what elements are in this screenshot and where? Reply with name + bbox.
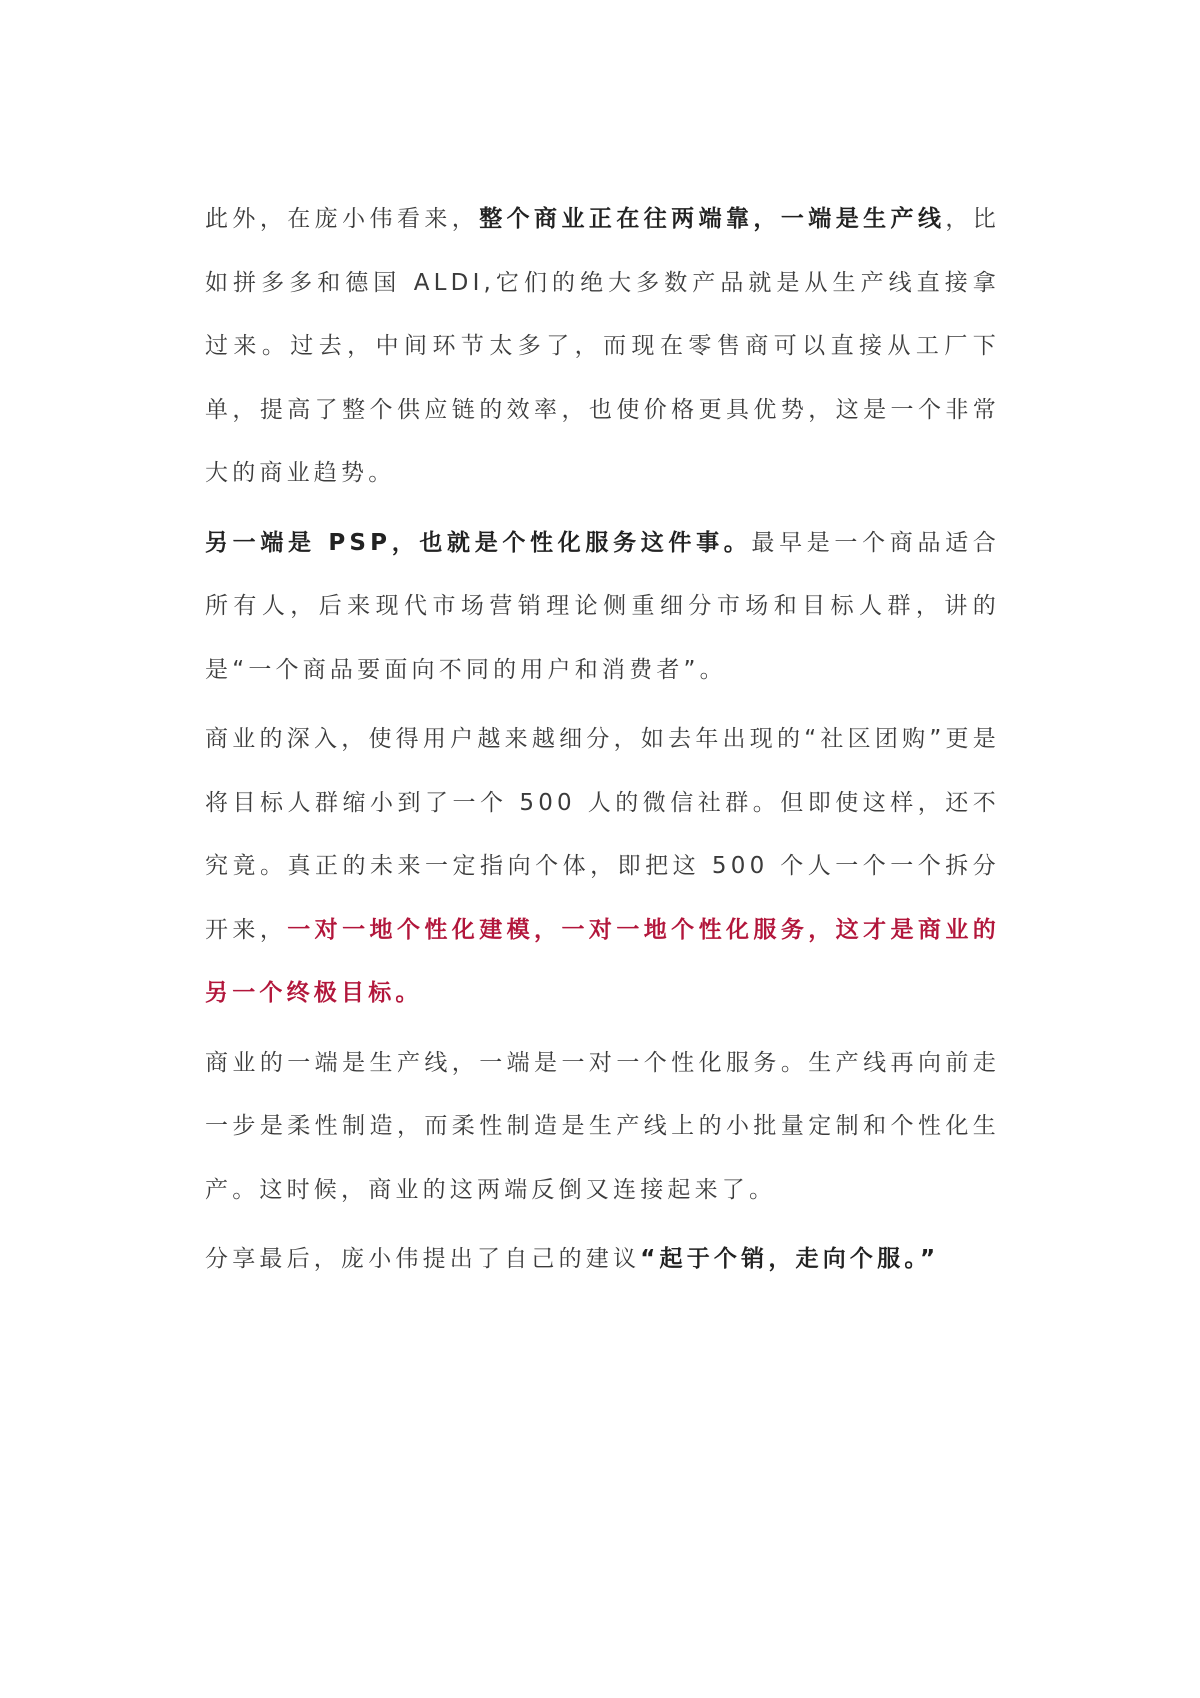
paragraph-3	[205, 708, 1000, 1026]
paragraph-4-text-1: 商业的一端是生产线，一端是一对一个性化服务。生产线再向前走一步是柔性制造，而柔性制造是生产线上的小批量定制和个性化生产。这时候，商业的这两端反倒又连接起来了。	[205, 1049, 1000, 1203]
paragraph-5-quote: “起于个销，走向个服。”	[640, 1246, 940, 1272]
paragraph-3-text-1: 商业的深入，使得用户越来越细分，如去年出现的“社区团购”更是将目标人群缩小到了一个 500 人的微信社群。但即使这样，还不究竟。真正的未来一定指向个体，即把这 500 个人一个一个拆分开来，	[205, 726, 1000, 943]
paragraph-1-bold-1: 整个商业正在往两端靠，一端是生产线	[479, 206, 946, 232]
paragraph-2-bold-1: 另一端是 PSP，也就是个性化服务这件事。	[205, 529, 752, 556]
paragraph-2-text-1: 最早是一个商品适合所有人，后来现代市场营销理论侧重细分市场和目标人群，讲的是“一个商品要面向不同的用户和消费者”。	[205, 529, 1000, 683]
paragraph-1-text-1: 此外，在庞小伟看来，	[205, 206, 480, 232]
paragraph-2	[205, 512, 1000, 703]
paragraph-1-text-2: ，比如拼多多和德国 ALDI,它们的绝大多数产品就是从生产线直接拿过来。过去，中间环节太多了，而现在零售商可以直接从工厂下单，提高了整个供应链的效率，也使价格更具优势，这是一个非常大的商业趋势。	[205, 206, 1001, 486]
paragraph-1	[205, 188, 1000, 506]
paragraph-3-highlight: 一对一地个性化建模，一对一地个性化服务，这才是商业的另一个终极目标。	[205, 916, 1000, 1006]
paragraph-4	[205, 1032, 1000, 1223]
paragraph-5-text-1: 分享最后，庞小伟提出了自己的建议	[205, 1246, 641, 1272]
paragraph-5	[205, 1228, 1000, 1292]
article-body	[205, 188, 1000, 1292]
